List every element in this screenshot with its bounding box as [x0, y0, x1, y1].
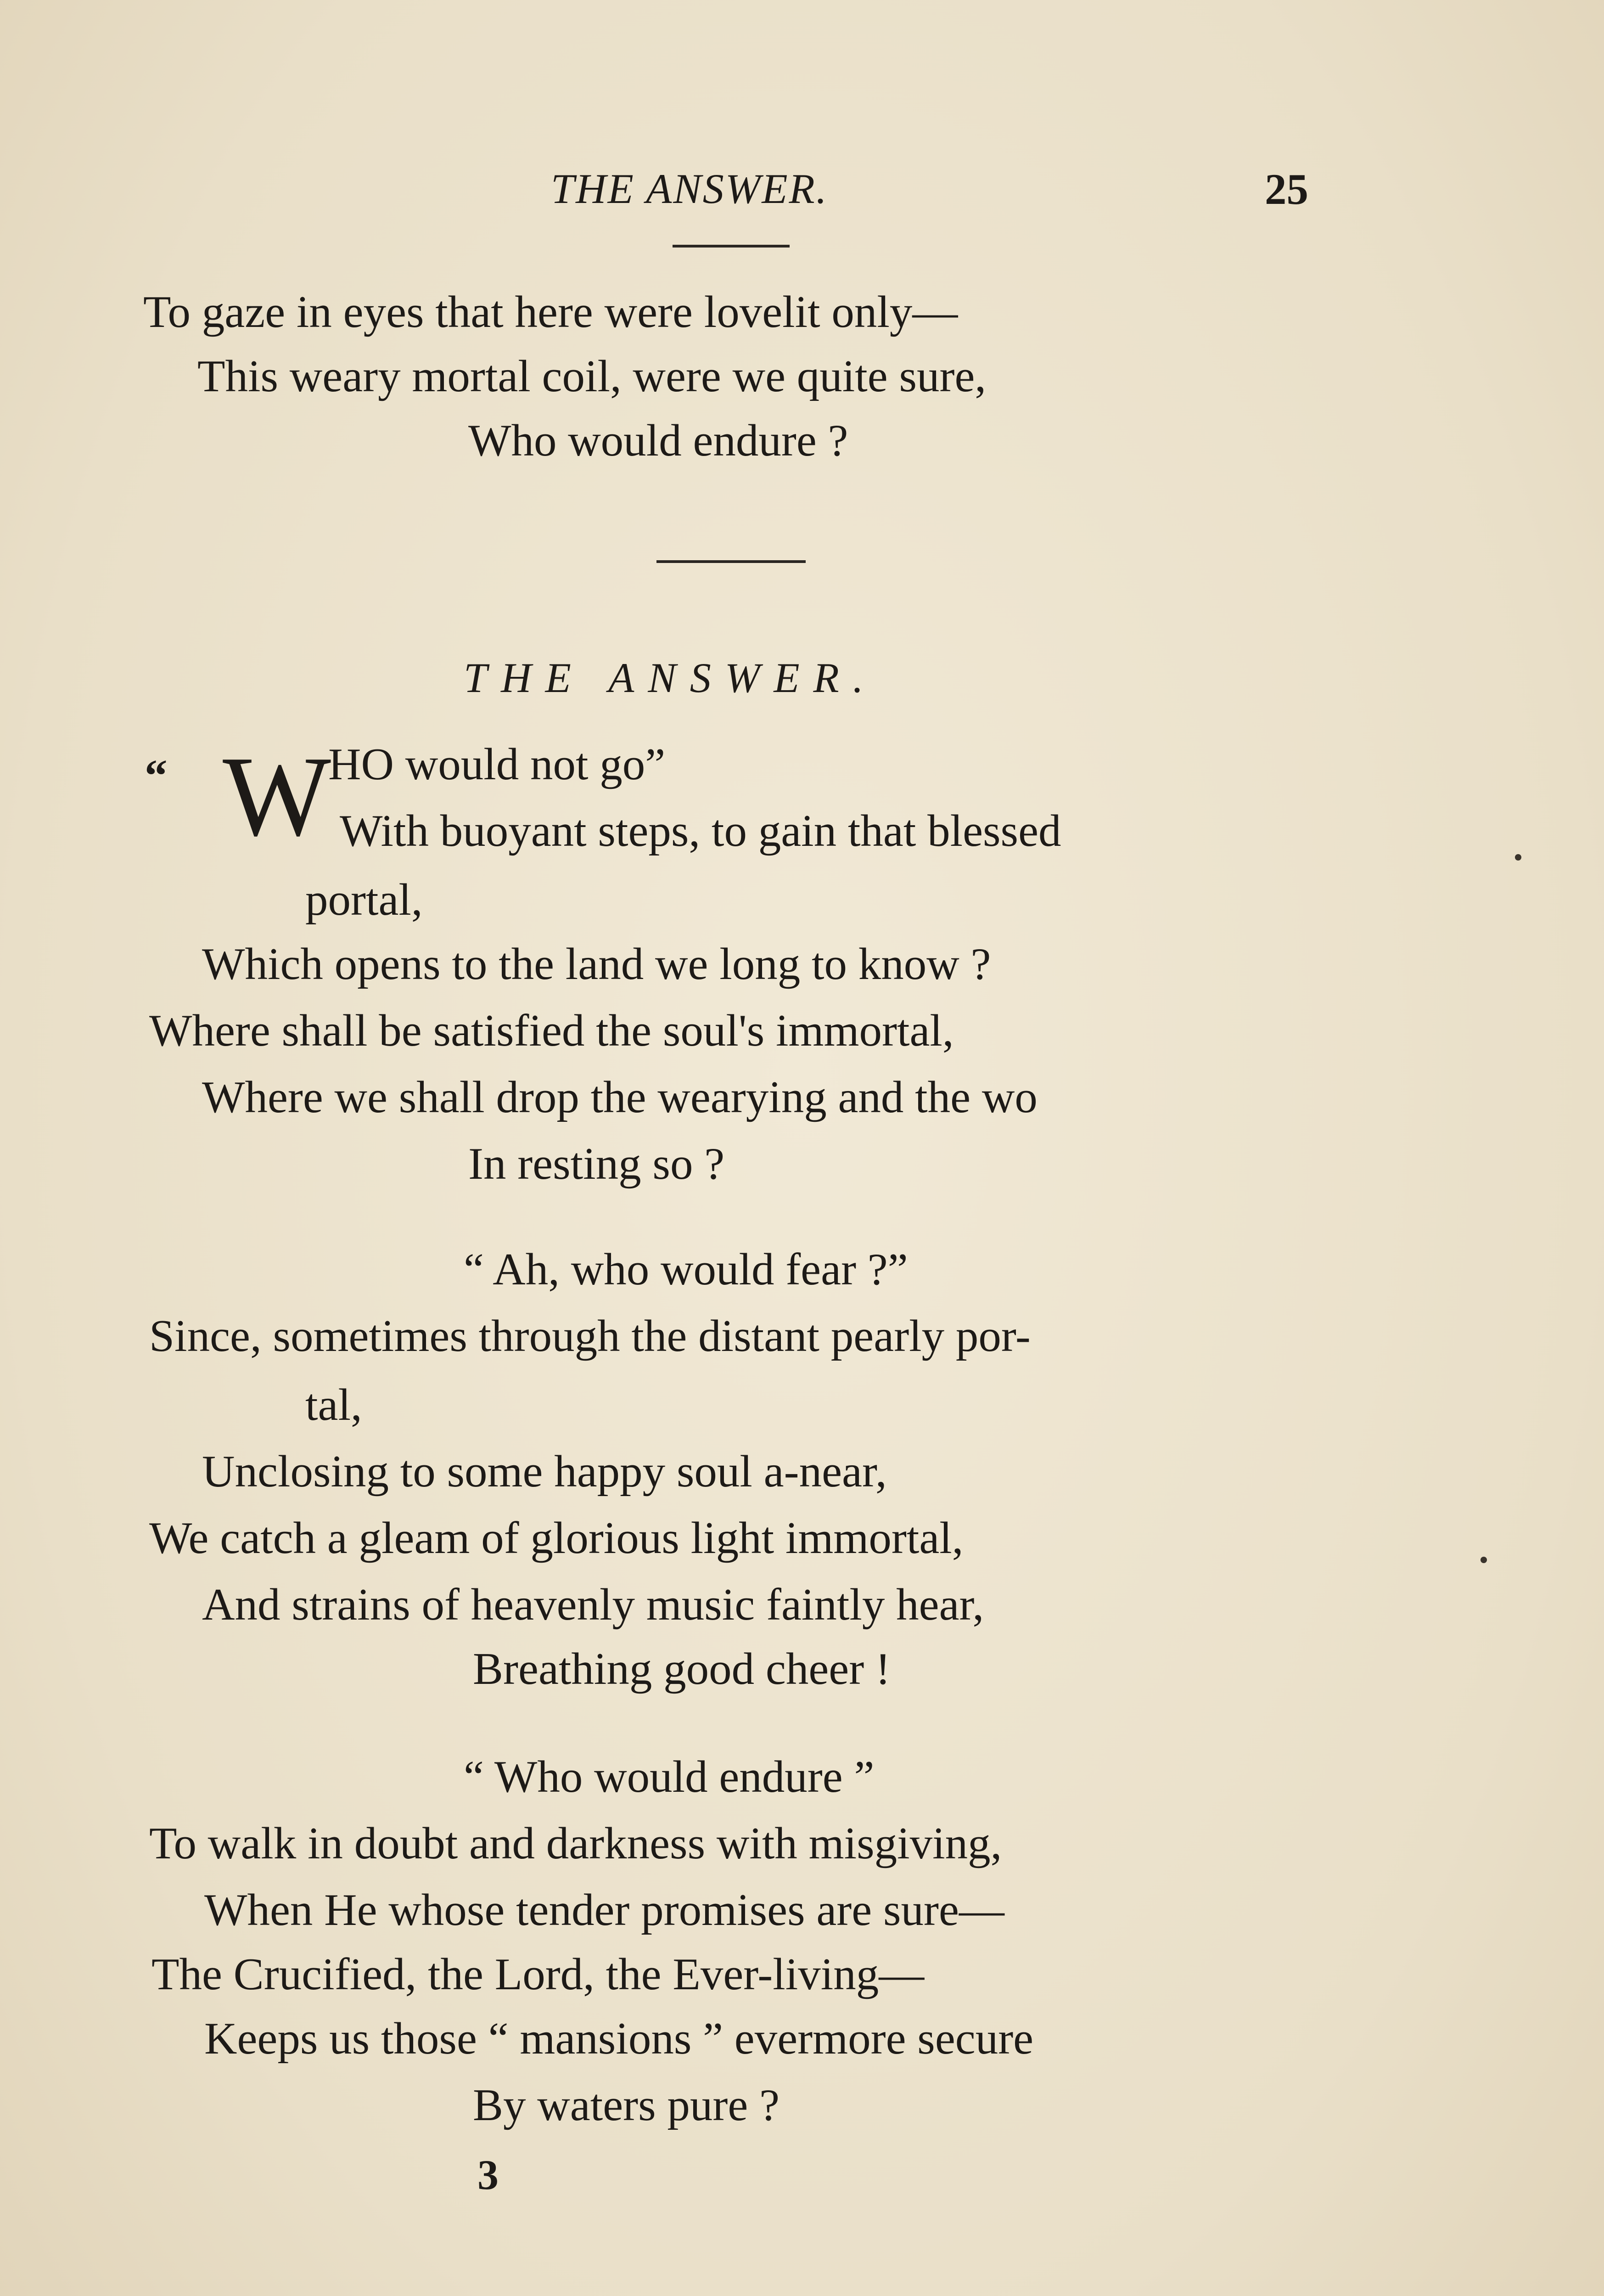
poem-line: With buoyant steps, to gain that blessed: [340, 806, 1061, 856]
poem-line: Since, sometimes through the distant pearly por-: [149, 1311, 1031, 1361]
poem-line: “ Who would endure ”: [464, 1752, 875, 1802]
poem-line: And strains of heavenly music faintly hear,: [202, 1580, 984, 1630]
prev-line-1: To gaze in eyes that here were lovelit only—: [143, 287, 958, 337]
prev-line-3: Who would endure ?: [468, 416, 848, 466]
prev-line-2: This weary mortal coil, were we quite sure,: [197, 351, 987, 401]
ink-speck: [1515, 854, 1521, 861]
poem-line: By waters pure ?: [473, 2080, 780, 2130]
section-rule: [656, 560, 806, 563]
poem-line: Where we shall drop the wearying and the wo: [202, 1072, 1038, 1122]
drop-cap: W: [223, 733, 331, 860]
ink-speck: [1481, 1557, 1487, 1563]
poem-line: When He whose tender promises are sure—: [204, 1885, 1004, 1935]
poem-line: tal,: [305, 1380, 362, 1430]
poem-line: The Crucified, the Lord, the Ever-living—: [151, 1949, 925, 1999]
poem-line: Which opens to the land we long to know ?: [202, 939, 991, 989]
poem-line: Breathing good cheer !: [473, 1644, 891, 1694]
poem-title: THE ANSWER.: [464, 654, 877, 701]
poem-line: We catch a gleam of glorious light immortal,: [149, 1513, 964, 1563]
poem-line: portal,: [305, 875, 423, 925]
poem-line: In resting so ?: [468, 1139, 725, 1189]
poem-line: “ Ah, who would fear ?”: [464, 1244, 908, 1294]
opening-quote: “: [145, 751, 168, 801]
poem-line: Where shall be satisfied the soul's immortal,: [149, 1006, 954, 1056]
poem-line: To walk in doubt and darkness with misgiving,: [149, 1818, 1002, 1868]
first-line: HO would not go”: [328, 739, 666, 789]
signature-mark: 3: [477, 2151, 499, 2198]
poem-line: Unclosing to some happy soul a-near,: [202, 1446, 887, 1497]
running-head: THE ANSWER.: [551, 165, 828, 212]
poem-line: Keeps us those “ mansions ” evermore secure: [204, 2014, 1034, 2064]
header-rule: [673, 245, 790, 248]
page-number: 25: [1265, 165, 1308, 214]
